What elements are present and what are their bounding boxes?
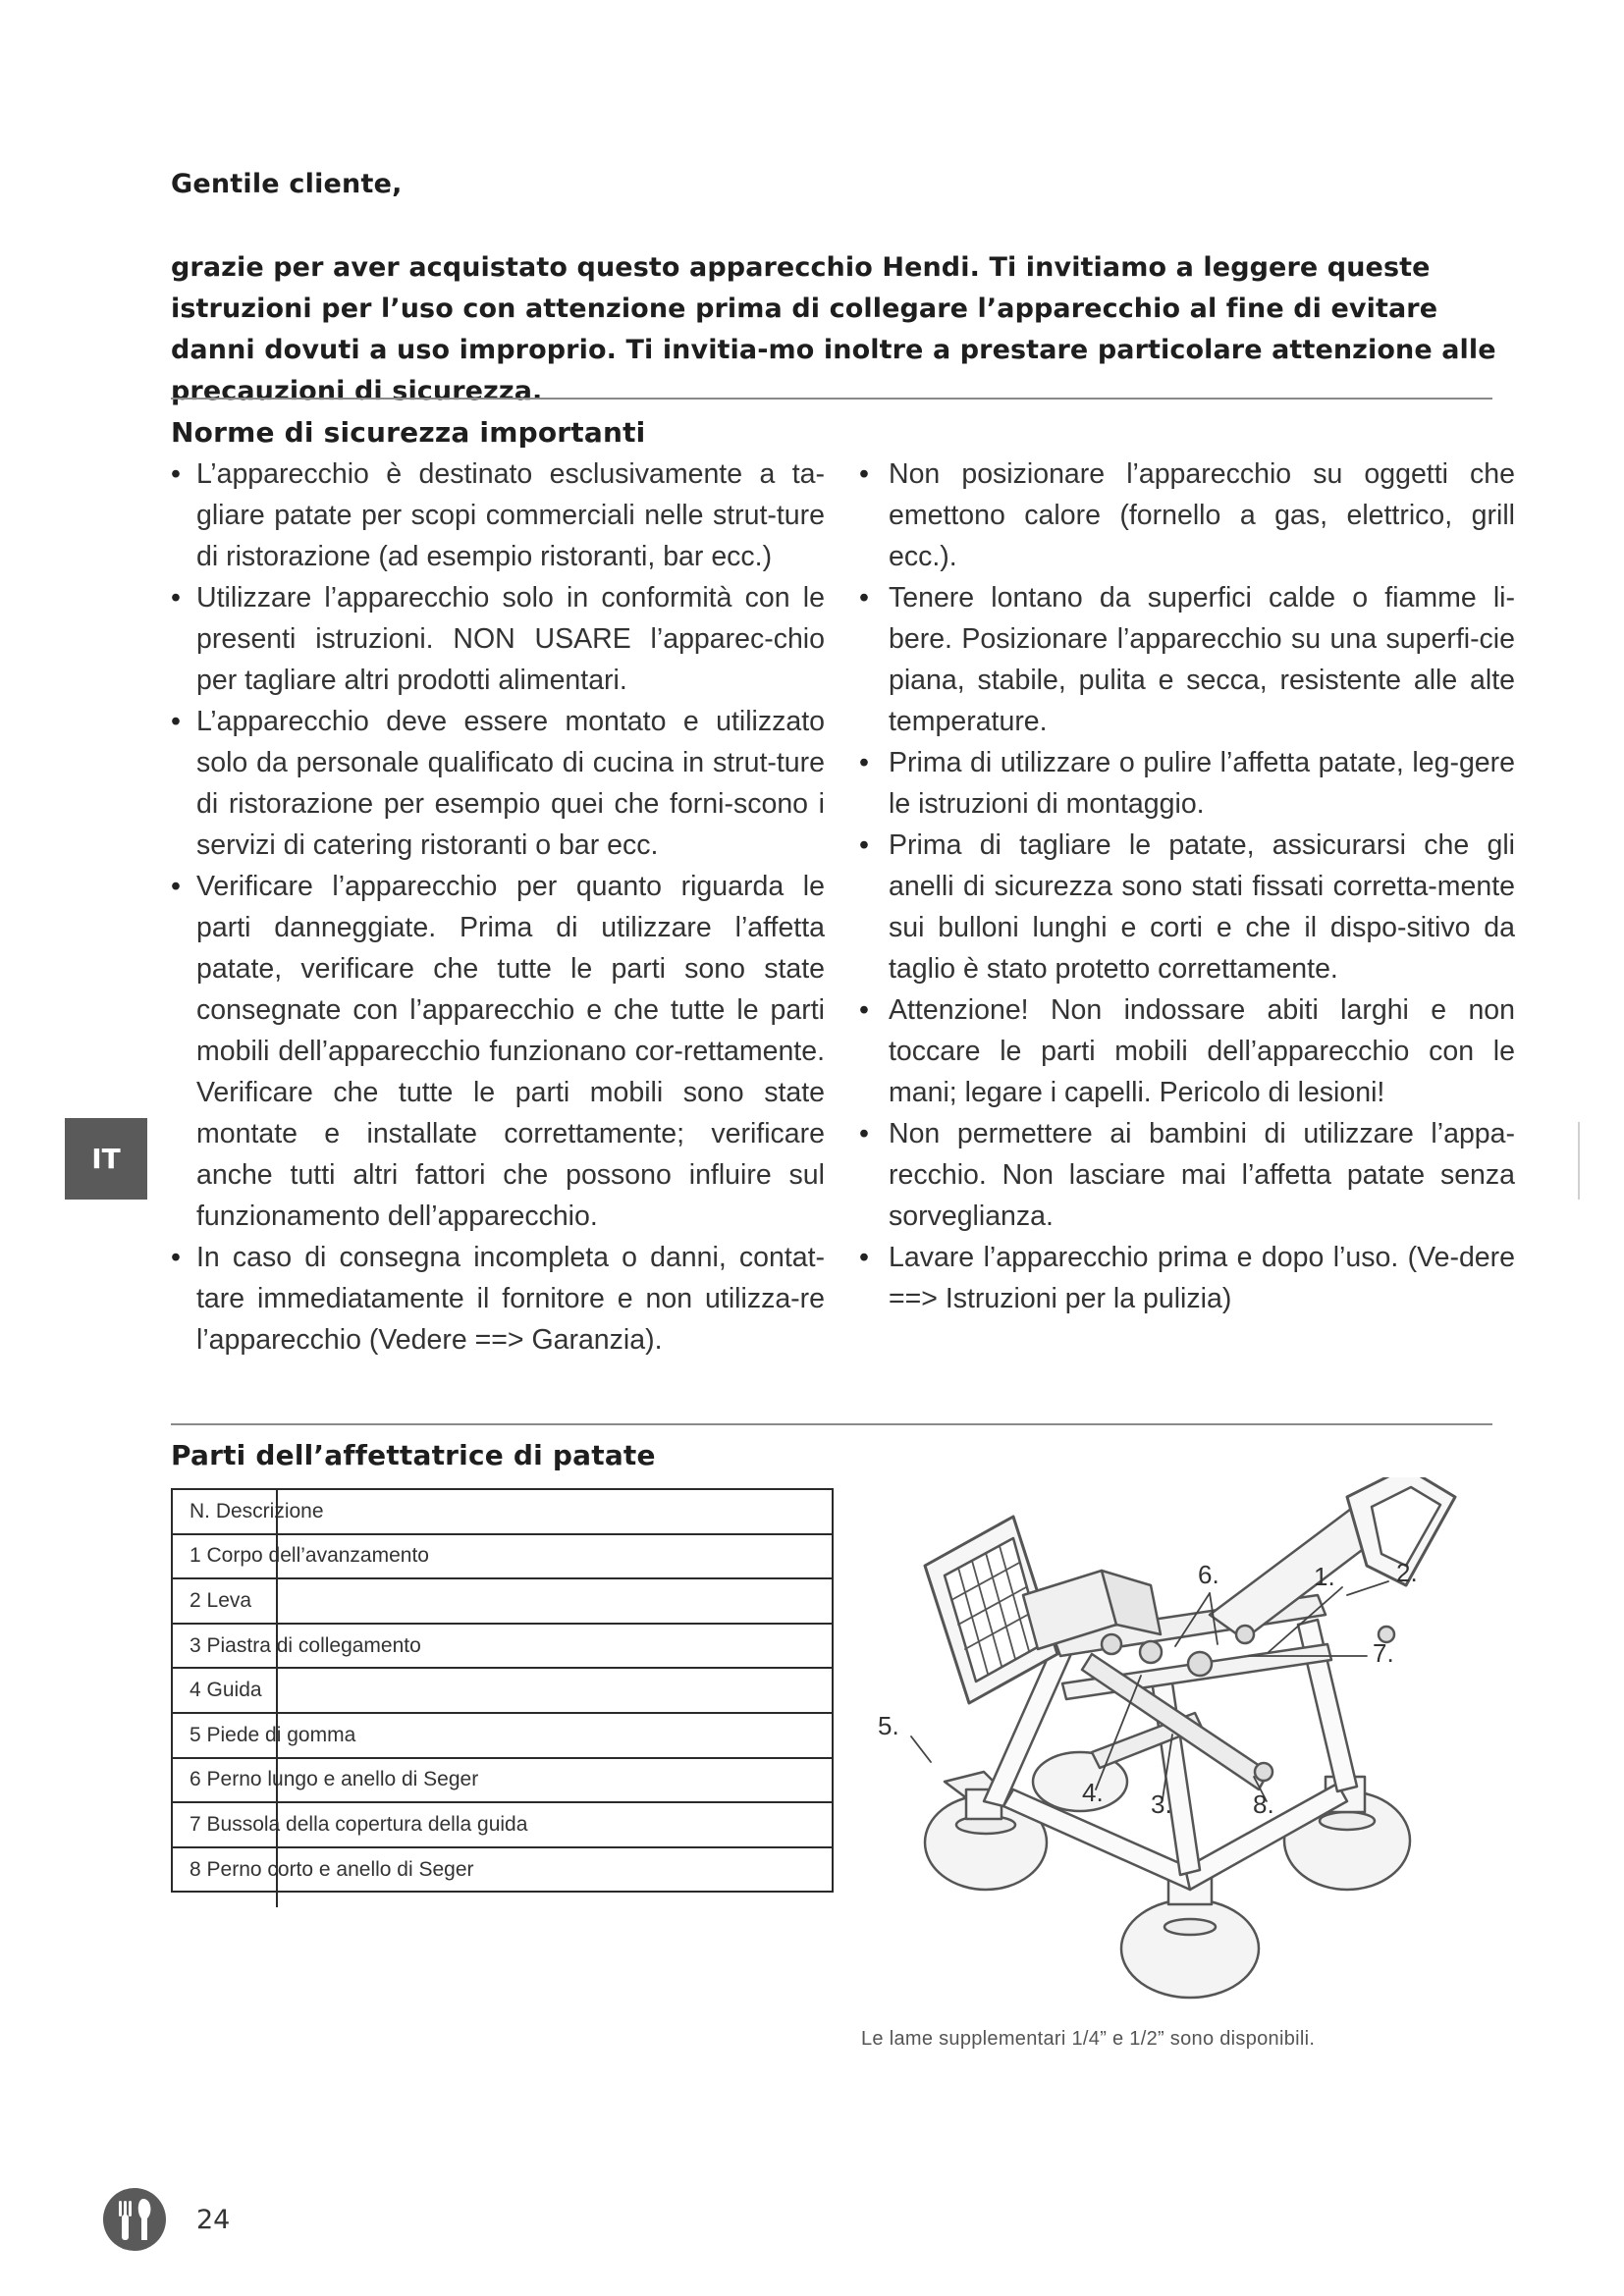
list-item: • Non permettere ai bambini di utilizzare l’appa-recchio. Non lasciare mai l’affetta patate senza sorveglianza. (859, 1113, 1515, 1237)
table-row (172, 1624, 833, 1669)
list-item: • Lavare l’apparecchio prima e dopo l’uso. (Ve-dere ==> Istruzioni per la pulizia) (859, 1237, 1515, 1319)
figure-caption: Le lame supplementari 1/4” e 1/2” sono disponibili. (861, 2028, 1316, 2050)
safety-list-left (171, 454, 825, 1361)
table-cell: 1 Corpo dell’avanzamento (172, 1534, 833, 1579)
table-row (172, 1802, 833, 1847)
safety-list-right (859, 454, 1515, 1319)
list-item: • L’apparecchio è destinato esclusivamente a ta-gliare patate per scopi commerciali nelle strut-ture di ristorazione (ad esempio ristoranti, bar ecc.) (171, 454, 825, 577)
list-item: • L’apparecchio deve essere montato e utilizzato solo da personale qualificato di cucina in strut-ture di ristorazione per esempio quei che forni-scono i servizi di catering ristoranti o bar ecc. (171, 701, 825, 866)
table-cell: 7 Bussola della copertura della guida (172, 1802, 833, 1847)
list-item: • Prima di tagliare le patate, assicurarsi che gli anelli di sicurezza sono stati fissati corretta-mente sui bulloni lunghi e corti e che il dispo-sitivo da taglio è stato protetto correttamente. (859, 825, 1515, 989)
page-number: 24 (196, 2205, 231, 2235)
list-item: • Utilizzare l’apparecchio solo in conformità con le presenti istruzioni. NON USARE l’apparec-chio per tagliare altri prodotti alimentari. (171, 577, 825, 701)
divider (171, 1423, 1492, 1425)
table-cell: 5 Piede di gomma (172, 1713, 833, 1758)
list-item: • In caso di consegna incompleta o danni, contat-tare immediatamente il fornitore e non utilizza-re l’apparecchio (Vedere ==> Garanzia). (171, 1237, 825, 1361)
table-row (172, 1489, 833, 1534)
intro-paragraph: grazie per aver acquistato questo apparecchio Hendi. Ti invitiamo a leggere queste istruzioni per l’uso con attenzione prima di collegare l’apparecchio al fine di evitare danni dovuti a uso improprio. Ti invitia-mo inoltre a prestare particolare attenzione alle precauzioni di sicurezza. (171, 252, 1496, 406)
figure-label: 6. (1198, 1560, 1219, 1589)
margin-mark (1578, 1122, 1580, 1200)
list-item: • Tenere lontano da superfici calde o fiamme li-bere. Posizionare l’apparecchio su una superfi-cie piana, stabile, pulita e secca, resistente alle alte temperature. (859, 577, 1515, 742)
table-row (172, 1668, 833, 1713)
cutlery-logo-icon (102, 2187, 167, 2252)
table-cell: 3 Piastra di collegamento (172, 1624, 833, 1669)
table-row (172, 1758, 833, 1803)
parts-table (171, 1488, 834, 1893)
greeting: Gentile cliente, (171, 169, 403, 199)
table-cell: 8 Perno corto e anello di Seger (172, 1847, 833, 1893)
parts-heading: Parti dell’affettatrice di patate (171, 1439, 656, 1471)
figure-label: 1. (1314, 1562, 1335, 1591)
divider (171, 398, 1492, 400)
figure-label: 8. (1253, 1789, 1274, 1819)
potato-cutter-diagram (856, 1477, 1543, 2007)
table-column-line (276, 1488, 278, 1907)
table-row (172, 1578, 833, 1624)
list-item: • Verificare l’apparecchio per quanto riguarda le parti danneggiate. Prima di utilizzare l’affetta patate, verificare che tutte le parti sono state consegnate con l’apparecchio e che tutte le parti mobili dell’apparecchio funzionano cor-rettamente. Verificare che tutte le parti mobili sono state montate e installate correttamente; verificare anche tutti altri fattori che possono influire sul funzionamento dell’apparecchio. (171, 866, 825, 1237)
table-row (172, 1847, 833, 1893)
table-cell: N. Descrizione (172, 1489, 833, 1534)
table-cell: 4 Guida (172, 1668, 833, 1713)
figure-label: 3. (1151, 1789, 1172, 1819)
figure-label: 7. (1373, 1638, 1394, 1668)
table-row (172, 1534, 833, 1579)
language-tab: IT (65, 1118, 147, 1200)
figure-label: 4. (1082, 1778, 1104, 1807)
table-cell: 6 Perno lungo e anello di Seger (172, 1758, 833, 1803)
table-row (172, 1713, 833, 1758)
list-item: • Non posizionare l’apparecchio su oggetti che emettono calore (fornello a gas, elettrico, grill ecc.). (859, 454, 1515, 577)
list-item: • Prima di utilizzare o pulire l’affetta patate, leg-gere le istruzioni di montaggio. (859, 742, 1515, 825)
table-cell: 2 Leva (172, 1578, 833, 1624)
list-item: • Attenzione! Non indossare abiti larghi e non toccare le parti mobili dell’apparecchio con le mani; legare i capelli. Pericolo di lesioni! (859, 989, 1515, 1113)
safety-heading: Norme di sicurezza importanti (171, 416, 646, 449)
figure-label: 2. (1396, 1558, 1418, 1587)
figure-label: 5. (878, 1711, 899, 1740)
